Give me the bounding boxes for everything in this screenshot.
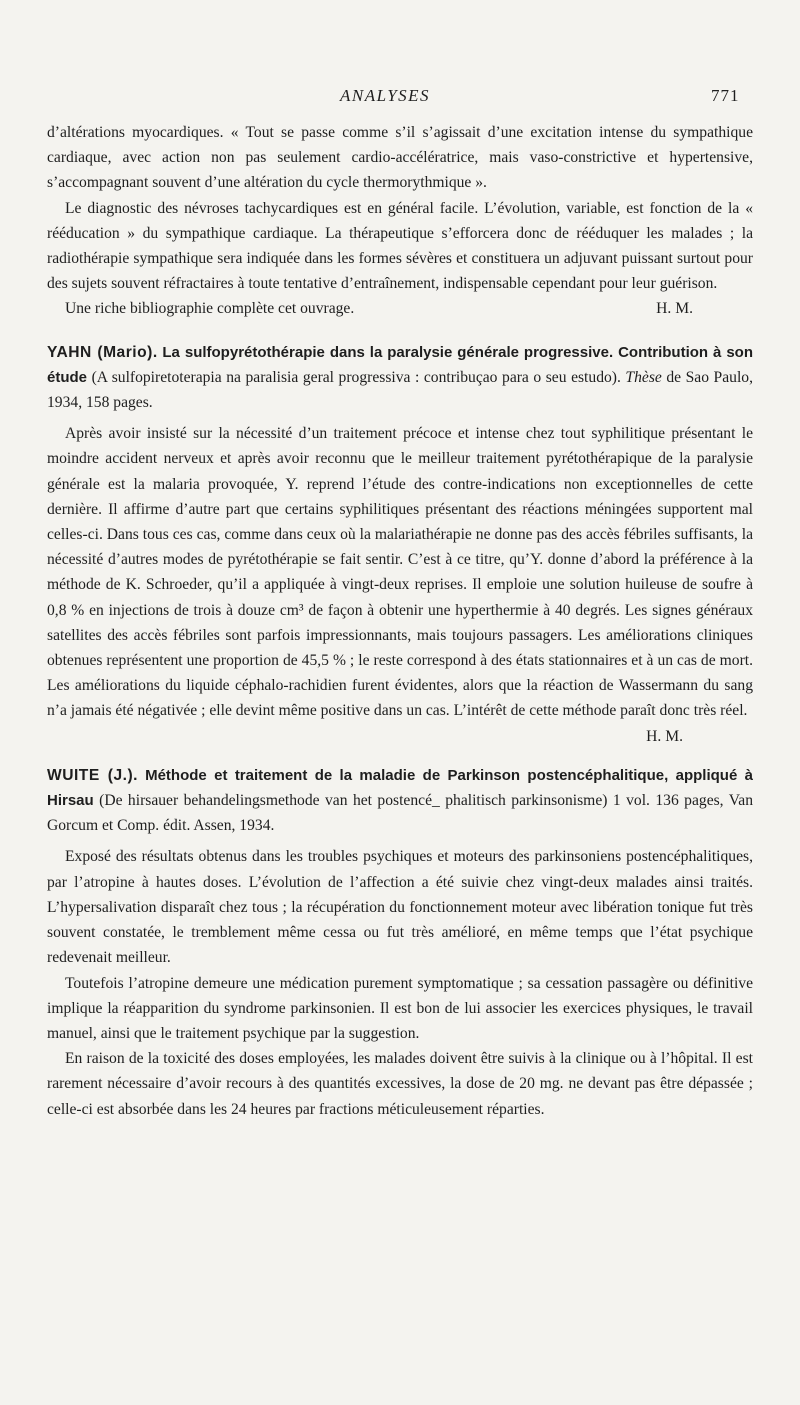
entry-publication-details: de Sao Paulo, 1934, 158 pages.	[47, 368, 753, 412]
entry-paragraph: Après avoir insisté sur la nécessité d’un traitement précoce et intense chez tout syphilitique présentant le moindre accident nerveux et après avoir reconnu que le meilleur traitement pyrétothérapique de la paralysie générale est la malaria provoquée, Y. reprend l’étude des contre-indications non exceptionnelles de cette dernière. Il affirme d’autre part que certains syphilitiques présentant des réactions méningées supportent mal celles-ci. Dans tous ces cas, comme dans ceux où la malariathérapie ne donne pas des accès fébriles suffisants, la nécessité d’autres modes de pyrétothérapie se fait sentir. C’est à ce titre, qu’Y. donne d’abord la préférence à la méthode de K. Schroeder, qu’il a appliquée à vingt-deux reprises. Il emploie une solution huileuse de soufre à 0,8 % en injections de trois à douze cm³ de façon à obtenir une hyperthermie à 40 degrés. Les signes généraux satellites des accès fébriles sont parfois impressionnants, mais toujours passagers. Les améliorations cliniques obtenues représentent une proportion de 45,5 % ; le reste correspond à des états stationnaires et à un cas de mort. Les améliorations du liquide céphalo-rachidien furent évidentes, alors que la réaction de Wassermann du sang n’a jamais été négativée ; elle devint même positive dans un cas. L’intérêt de cette méthode paraît donc très réel.	[47, 425, 753, 720]
entry-signature-line	[47, 724, 753, 749]
intro-paragraph-2: Le diagnostic des névroses tachycardiques est en général facile. L’évolution, variable, est fonction de la « rééducation » du sympathique cardiaque. La thérapeutique s’efforcera donc de rééduquer les malades ; la radiothérapie sympathique sera indiquée dans les formes sévères et constituera un adjuvant puissant surtout pour des sujets souvent réfractaires à toute tentative d’entraînement, indispensable cependant pour leur guérison.	[47, 199, 753, 293]
entry-paragraph: En raison de la toxicité des doses employées, les malades doivent être suivis à la clinique ou à l’hôpital. Il est rarement nécessaire d’avoir recours à des quantités excessives, la dose de 20 mg. ne devant pas être dépassée ; celle-ci est absorbée dans les 24 heures par fractions méticuleusement réparties.	[47, 1050, 753, 1118]
intro-signature: H. M.	[656, 300, 693, 318]
entry-subtitle: (A sulfopiretoterapia na paralisia geral progressiva : contribuçao para o seu estudo).	[91, 368, 621, 386]
entry-author: WUITE (J.).	[47, 766, 138, 784]
entry-heading	[47, 340, 753, 416]
entry-paragraph: Toutefois l’atropine demeure une médication purement symptomatique ; sa cessation passagère ou définitive implique la réapparition du syndrome parkinsonien. Il est bon de lui associer les exercices physiques, le travail manuel, ainsi que le traitement psychique par la suggestion.	[47, 974, 753, 1042]
entry-title: La sulfopyrétothérapie dans la paralysie générale progressive. Contribution à son étude	[47, 343, 753, 386]
entry-title: Méthode et traitement de la maladie de Parkinson postencéphalitique, appliqué à Hirsau	[47, 766, 753, 810]
review-entry-yahn	[47, 340, 753, 749]
page-content	[47, 120, 753, 1122]
review-entry-wuite	[47, 763, 753, 1122]
intro-section	[47, 120, 753, 322]
page-number: 771	[711, 86, 740, 105]
running-title: ANALYSES	[340, 86, 431, 105]
intro-paragraph-3	[47, 296, 753, 321]
page-header	[0, 86, 800, 116]
entry-subtitle: (De hirsauer behandelingsmethode van het postencé_ phalitisch parkinsonisme) 1 vol. 136 pages, Van Gorcum et Comp. édit. Assen, 1934.	[47, 792, 753, 835]
entry-signature: H. M.	[646, 727, 683, 745]
intro-paragraph-1: d’altérations myocardiques. « Tout se passe comme s’il s’agissait d’une excitation intense du sympathique cardiaque, avec action non pas seulement cardio-accélératrice, mais vaso-constrictive et hypertensive, s’accompagnant souvent d’une altération du cycle thermorythmique ».	[47, 124, 753, 192]
intro-paragraph-3-text: Une riche bibliographie complète cet ouvrage.	[65, 300, 355, 318]
entry-paragraph: Exposé des résultats obtenus dans les troubles psychiques et moteurs des parkinsoniens postencéphalitiques, par l’atropine à hautes doses. L’évolution de l’affection a été suivie chez vingt-deux malades ainsi traités. L’hypersalivation disparaît chez tous ; la récupération du fonctionnement moteur avec libération tonique fut très souvent constatée, le tremblement même cessa ou fut très amélioré, en même temps que l’état psychique redevenait meilleur.	[47, 848, 753, 967]
entry-heading	[47, 763, 753, 839]
entry-publication-type: Thèse	[625, 368, 662, 386]
entry-author: YAHN (Mario).	[47, 343, 158, 361]
